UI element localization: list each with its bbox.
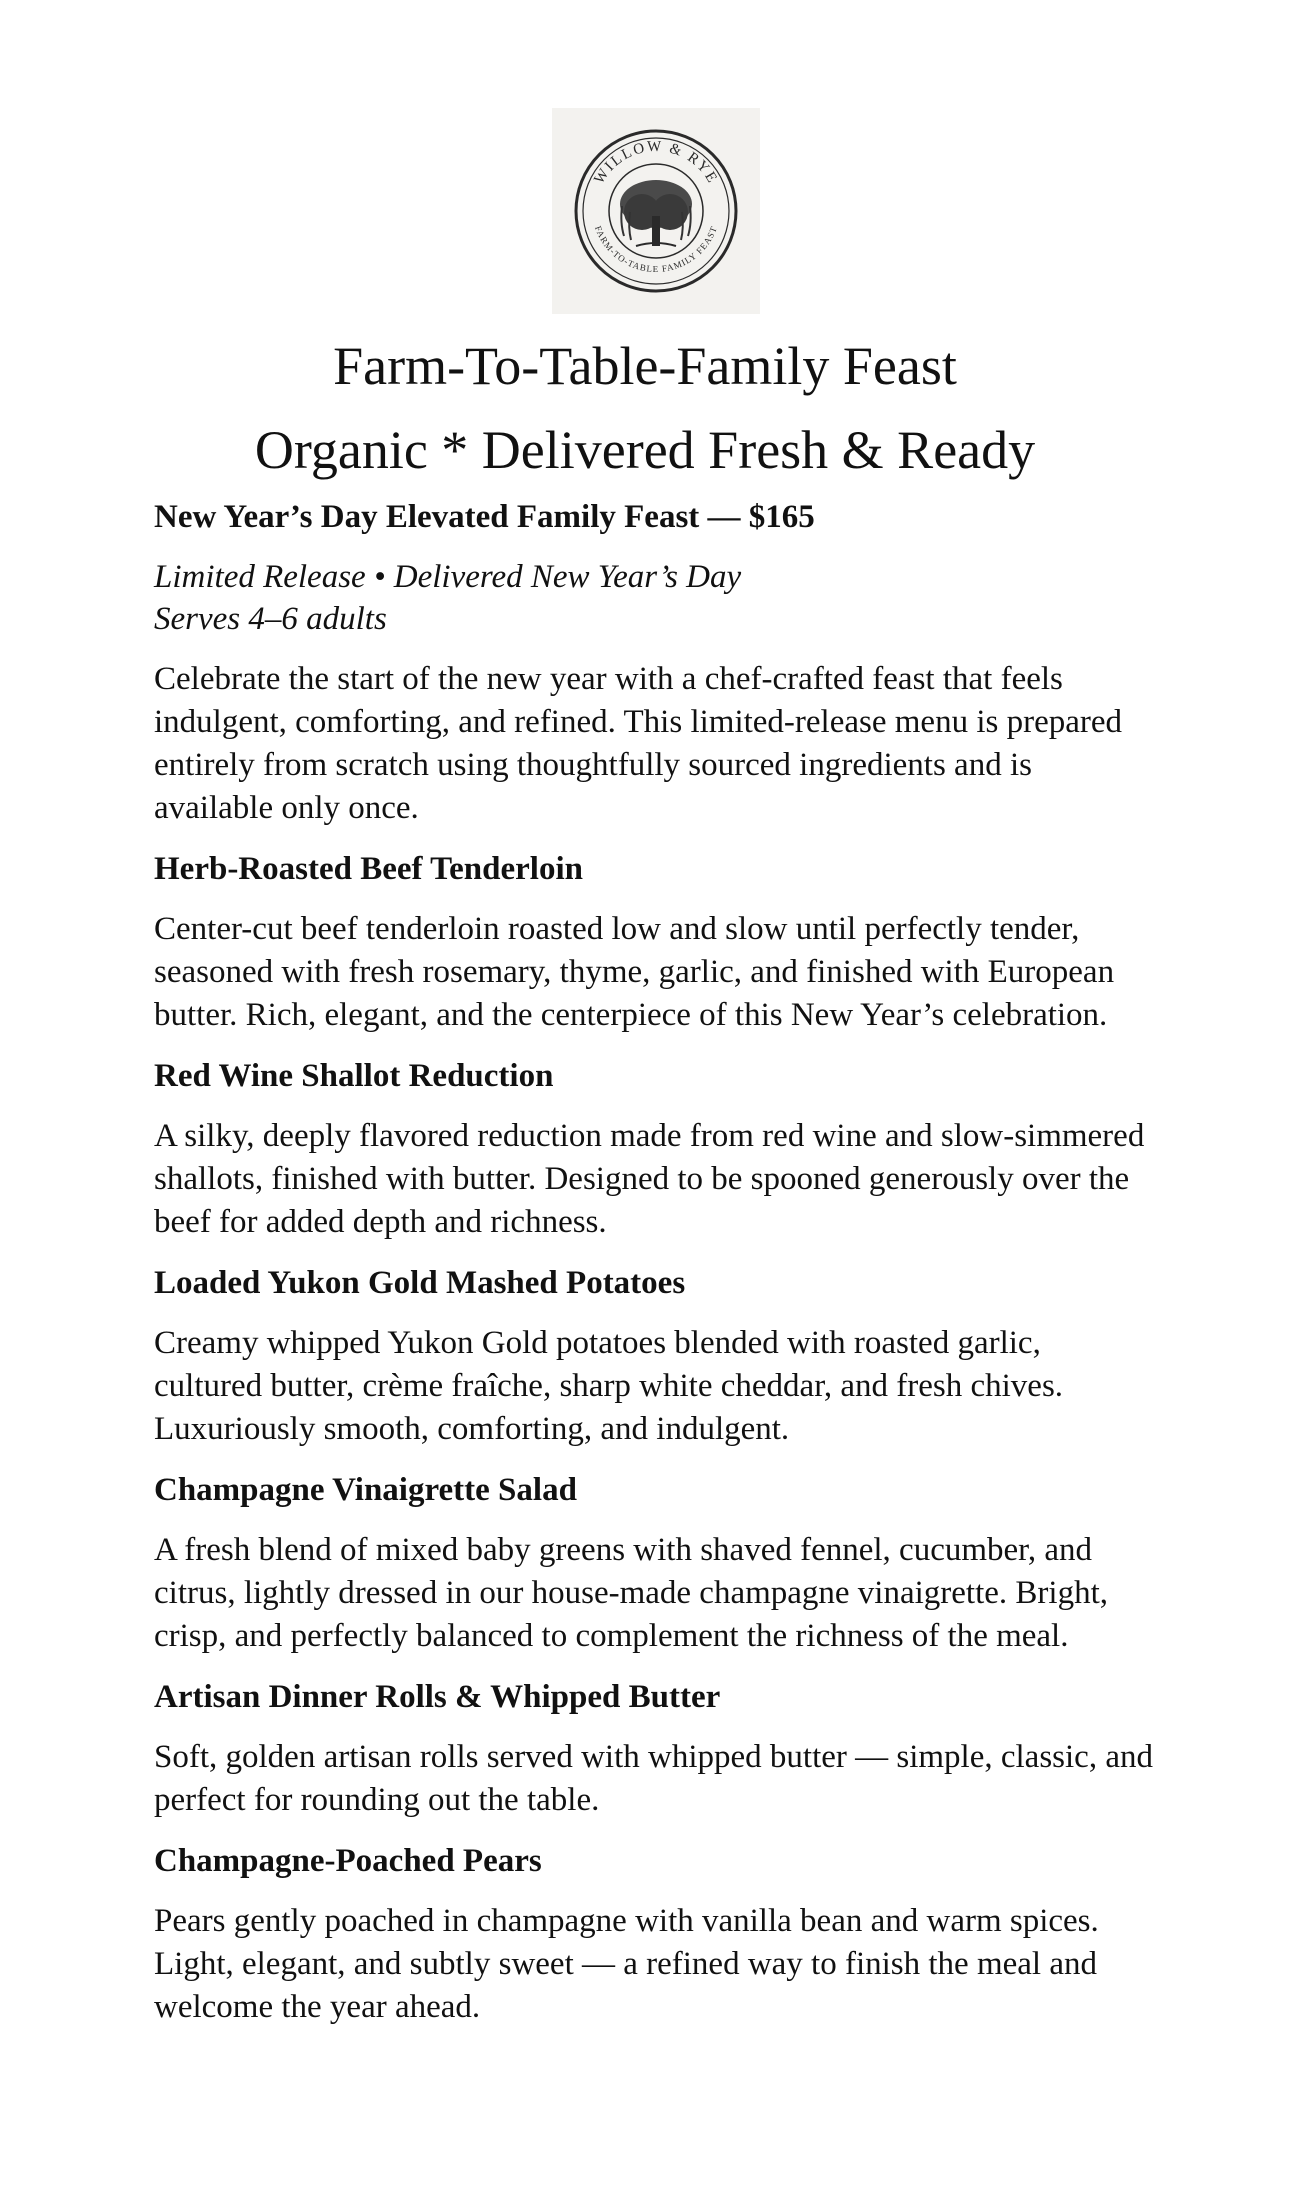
dish-description: A fresh blend of mixed baby greens with shaved fennel, cucumber, and citrus, lightly dressed in our house-made champagne vinaigrette. Bright, crisp, and perfectly balanced to complement the richness of the meal. <box>154 1532 1109 1654</box>
dish-name: Herb-Roasted Beef Tenderloin <box>154 851 583 887</box>
dish-description: A silky, deeply flavored reduction made from red wine and slow-simmered shallots, finished with butter. Designed to be spooned generously over the beef for added depth and richness. <box>154 1118 1145 1240</box>
brand-logo <box>552 108 760 314</box>
dish-name: Champagne Vinaigrette Salad <box>154 1472 577 1508</box>
dish-name: Loaded Yukon Gold Mashed Potatoes <box>154 1265 686 1301</box>
dish-name: Red Wine Shallot Reduction <box>154 1058 554 1094</box>
dish-description: Pears gently poached in champagne with vanilla bean and warm spices. Light, elegant, and subtly sweet — a refined way to finish the meal and welcome the year ahead. <box>154 1903 1099 2025</box>
logo-brand-bottom: FARM-TO-TABLE FAMILY FEAST <box>593 224 719 275</box>
dish-description: Soft, golden artisan rolls served with whipped butter — simple, classic, and perfect for rounding out the table. <box>154 1739 1153 1818</box>
page-subtitle: Organic * Delivered Fresh & Ready <box>254 420 1036 480</box>
offer-serves-line: Serves 4–6 adults <box>154 601 387 637</box>
offer-intro: Celebrate the start of the new year with a chef-crafted feast that feels indulgent, comforting, and refined. This limited-release menu is prepared entirely from scratch using thoughtfully sourced ingredients and is available only once. <box>154 661 1123 826</box>
willow-tree-icon <box>620 180 692 246</box>
dish-name: Artisan Dinner Rolls & Whipped Butter <box>154 1679 721 1715</box>
logo-brand-top: WILLOW & RYE <box>591 138 721 188</box>
dish-description: Creamy whipped Yukon Gold potatoes blended with roasted garlic, cultured butter, crème fraîche, sharp white cheddar, and fresh chives. Luxuriously smooth, comforting, and indulgent. <box>154 1325 1064 1447</box>
willow-tree-seal-icon <box>552 108 760 314</box>
offer-headline: New Year’s Day Elevated Family Feast — $165 <box>154 499 815 535</box>
offer-release-line: Limited Release • Delivered New Year’s Day <box>154 559 742 595</box>
page-title: Farm-To-Table-Family Feast <box>333 336 957 396</box>
menu-content <box>154 496 1154 2047</box>
dish-name: Champagne-Poached Pears <box>154 1843 542 1879</box>
offer-meta <box>154 556 1154 640</box>
dish-description: Center-cut beef tenderloin roasted low and slow until perfectly tender, seasoned with fresh rosemary, thyme, garlic, and finished with European butter. Rich, elegant, and the centerpiece of this New Year’s celebration. <box>154 911 1115 1033</box>
